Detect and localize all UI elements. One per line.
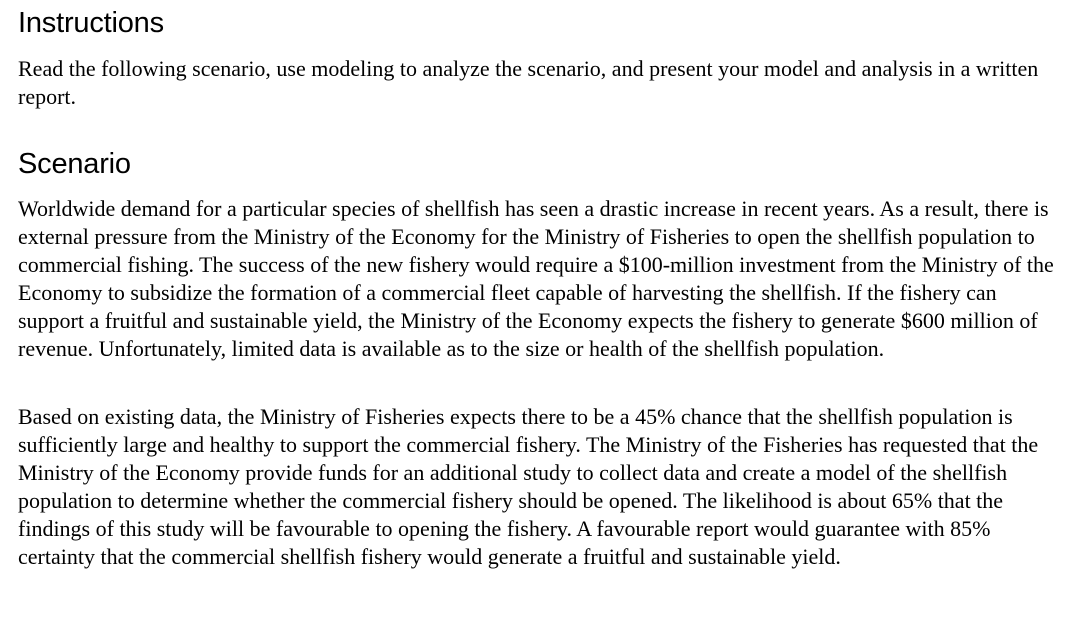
instructions-text: Read the following scenario, use modeling to analyze the scenario, and present your model and analysis in a written report. bbox=[18, 56, 1039, 109]
scenario-paragraph: Worldwide demand for a particular species of shellfish has seen a drastic increase in recent years. As a result, there is external pressure from the Ministry of the Economy for the Ministry of Fisheries to open the shellfish population to commercial fishing. The success of the new fishery would require a $100-million investment from the Ministry of the Economy to subsidize the formation of a commercial fleet capable of harvesting the shellfish. If the fishery can support a fruitful and sustainable yield, the Ministry of the Economy expects the fishery to generate $600 million of revenue. Unfortunately, limited data is available as to the size or health of the shellfish population. bbox=[18, 196, 1054, 361]
instructions-heading: Instructions bbox=[18, 7, 164, 39]
scenario-paragraph: Based on existing data, the Ministry of Fisheries expects there to be a 45% chance that the shellfish population is sufficiently large and healthy to support the commercial fishery. The Ministry of the Fisheries has requested that the Ministry of the Economy provide funds for an additional study to collect data and create a model of the shellfish population to determine whether the commercial fishery should be opened. The likelihood is about 65% that the findings of this study will be favourable to opening the fishery. A favourable report would guarantee with 85% certainty that the commercial shellfish fishery would generate a fruitful and sustainable yield. bbox=[18, 404, 1039, 569]
scenario-heading: Scenario bbox=[18, 148, 131, 180]
